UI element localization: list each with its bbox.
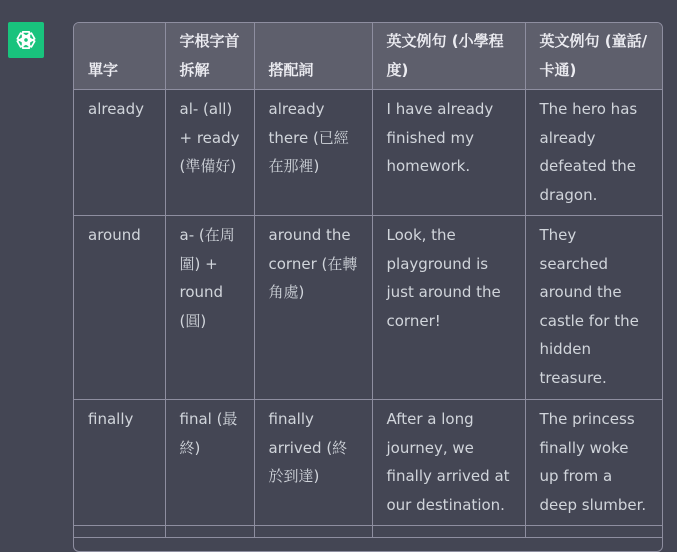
header-root-breakdown: 字根字首拆解 xyxy=(165,23,254,90)
cell-collocation: already there (已經在那裡) xyxy=(254,90,372,216)
header-collocation: 搭配詞 xyxy=(254,23,372,90)
cell-example-fairytale: They searched around the castle for the hidden treasure. xyxy=(525,216,662,400)
vocabulary-table xyxy=(73,22,663,552)
cell-empty xyxy=(525,526,662,538)
table-row xyxy=(74,526,662,538)
cell-root-breakdown: a- (在周圍) + round (圓) xyxy=(165,216,254,400)
table-header-row xyxy=(74,23,662,90)
cell-root-breakdown: final (最終) xyxy=(165,400,254,526)
header-example-fairytale: 英文例句 (童話/卡通) xyxy=(525,23,662,90)
cell-empty xyxy=(372,526,525,538)
table-row xyxy=(74,400,662,526)
cell-collocation: around the corner (在轉角處) xyxy=(254,216,372,400)
cell-word: already xyxy=(74,90,165,216)
cell-word: finally xyxy=(74,400,165,526)
cell-empty xyxy=(254,526,372,538)
table-row xyxy=(74,216,662,400)
cell-example-elementary: I have already finished my homework. xyxy=(372,90,525,216)
cell-collocation: finally arrived (終於到達) xyxy=(254,400,372,526)
cell-example-fairytale: The hero has already defeated the dragon. xyxy=(525,90,662,216)
table-row xyxy=(74,90,662,216)
header-example-elementary: 英文例句 (小學程度) xyxy=(372,23,525,90)
cell-empty xyxy=(165,526,254,538)
cell-example-fairytale: The princess finally woke up from a deep slumber. xyxy=(525,400,662,526)
cell-empty xyxy=(74,526,165,538)
openai-logo-icon xyxy=(13,27,39,53)
cell-example-elementary: Look, the playground is just around the corner! xyxy=(372,216,525,400)
cell-word: around xyxy=(74,216,165,400)
cell-root-breakdown: al- (all) + ready (準備好) xyxy=(165,90,254,216)
cell-example-elementary: After a long journey, we finally arrived at our destination. xyxy=(372,400,525,526)
assistant-avatar xyxy=(8,22,44,58)
header-word: 單字 xyxy=(74,23,165,90)
